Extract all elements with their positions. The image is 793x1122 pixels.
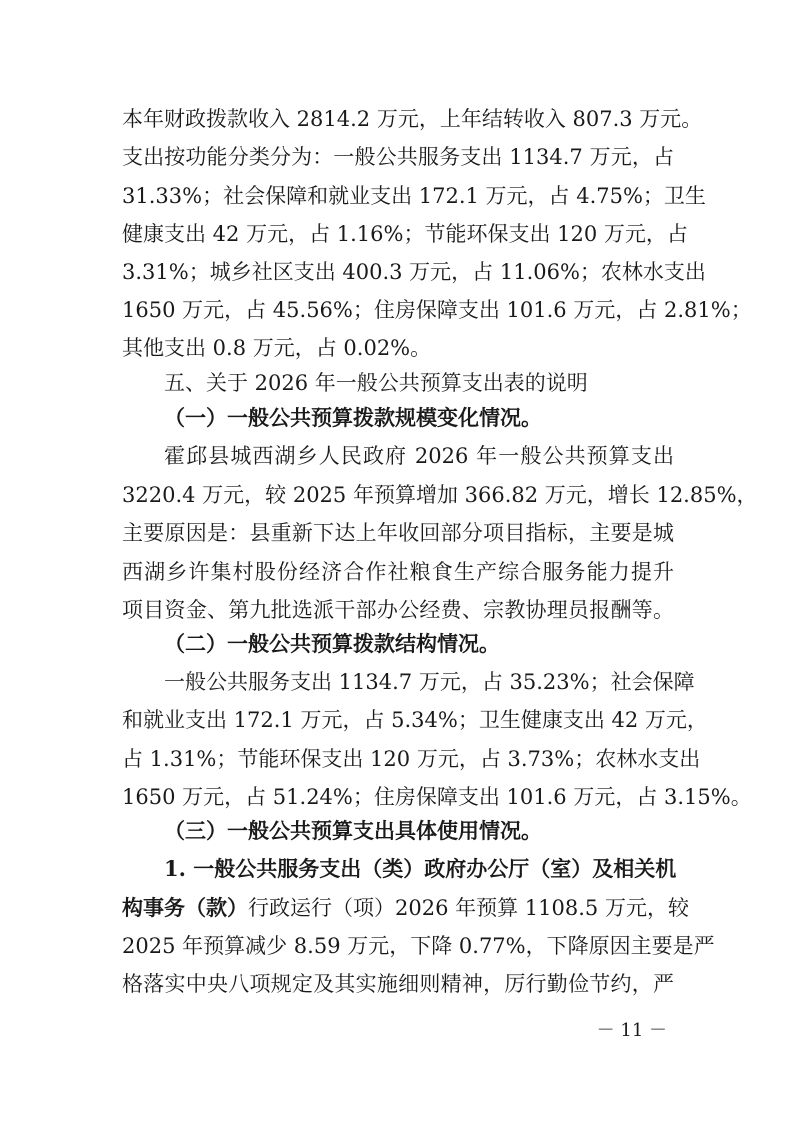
item-heading: 1. 一般公共服务支出（类）政府办公厅（室）及相关机 <box>164 856 677 881</box>
subsection-heading: （一）一般公共预算拨款规模变化情况。 <box>164 405 542 430</box>
paragraph-line: 1650 万元，占 51.24%；住房保障支出 101.6 万元，占 3.15%。 <box>122 785 752 809</box>
paragraph-line: 3220.4 万元，较 2025 年预算增加 366.82 万元，增长 12.85%， <box>122 483 758 507</box>
paragraph-line: 3.31%；城乡社区支出 400.3 万元，占 11.06%；农林水支出 <box>122 260 706 284</box>
paragraph-line: 健康支出 42 万元，占 1.16%；节能环保支出 120 万元，占 <box>122 222 688 246</box>
paragraph-text: 行政运行（项）2026 年预算 1108.5 万元，较 <box>248 896 689 920</box>
section-heading: 五、关于 2026 年一般公共预算支出表的说明 <box>164 371 588 395</box>
paragraph-line: 31.33%；社会保障和就业支出 172.1 万元，占 4.75%；卫生 <box>122 184 706 208</box>
item-heading-continued: 构事务（款） <box>122 895 248 920</box>
paragraph-line: 本年财政拨款收入 2814.2 万元，上年结转收入 807.3 万元。 <box>122 107 703 131</box>
subsection-heading: （三）一般公共预算支出具体使用情况。 <box>164 818 542 843</box>
paragraph-line: 和就业支出 172.1 万元，占 5.34%；卫生健康支出 42 万元， <box>122 708 708 732</box>
paragraph-line: 西湖乡许集村股份经济合作社粮食生产综合服务能力提升 <box>122 560 674 584</box>
paragraph-line: 主要原因是：县重新下达上年收回部分项目指标，主要是城 <box>122 521 674 545</box>
page-number: － 11 － <box>596 1020 667 1041</box>
paragraph-line: 霍邱县城西湖乡人民政府 2026 年一般公共预算支出 <box>164 444 674 468</box>
subsection-heading: （二）一般公共预算拨款结构情况。 <box>164 631 500 656</box>
paragraph-line: 其他支出 0.8 万元，占 0.02%。 <box>122 336 432 360</box>
paragraph-line: 2025 年预算减少 8.59 万元，下降 0.77%，下降原因主要是严 <box>122 934 715 958</box>
paragraph-line: 占 1.31%；节能环保支出 120 万元，占 3.73%；农林水支出 <box>122 747 701 771</box>
paragraph-line <box>122 895 689 921</box>
paragraph-line: 一般公共服务支出 1134.7 万元，占 35.23%；社会保障 <box>164 670 695 694</box>
paragraph-line: 支出按功能分类分为：一般公共服务支出 1134.7 万元，占 <box>122 145 674 169</box>
paragraph-line: 1650 万元，占 45.56%；住房保障支出 101.6 万元，占 2.81%； <box>122 298 752 322</box>
paragraph-line: 项目资金、第九批选派干部办公经费、宗教协理员报酬等。 <box>122 598 674 622</box>
paragraph-line: 格落实中央八项规定及其实施细则精神，厉行勤俭节约，严 <box>122 972 674 996</box>
